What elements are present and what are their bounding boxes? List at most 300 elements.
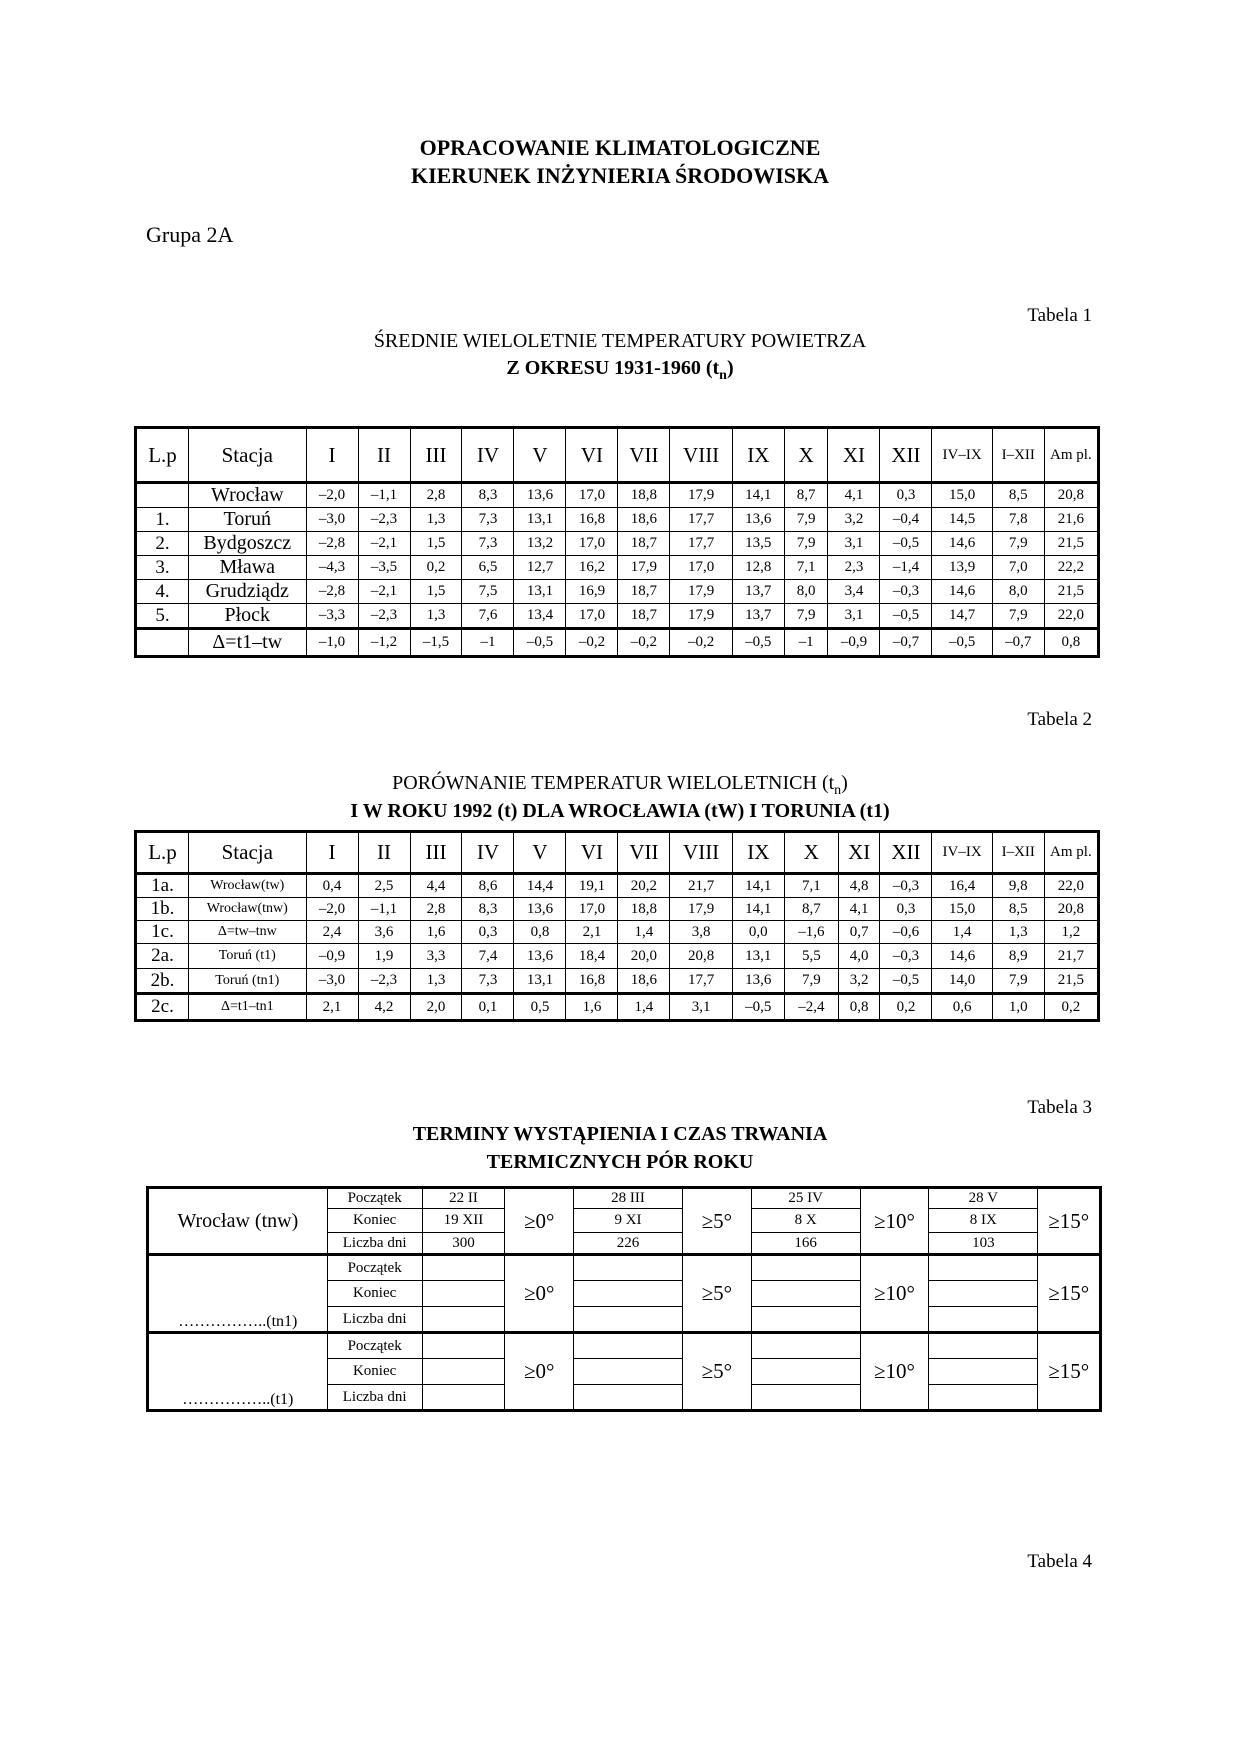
row-number: 2. xyxy=(136,532,189,556)
threshold-cell: ≥15° xyxy=(1038,1333,1101,1411)
value-cell: 17,7 xyxy=(670,532,732,556)
value-cell: 3,4 xyxy=(828,580,880,604)
value-cell: 8,7 xyxy=(784,483,828,508)
value-cell: 7,3 xyxy=(462,508,514,532)
value-cell: –3,5 xyxy=(358,556,410,580)
row-number: 4. xyxy=(136,580,189,604)
value-cell: 0,3 xyxy=(462,921,514,944)
value-cell xyxy=(929,1255,1038,1281)
value-cell: 8,5 xyxy=(992,898,1044,921)
value-cell: 0,4 xyxy=(306,874,358,898)
header-cell: I xyxy=(306,428,358,483)
row-number: 1c. xyxy=(136,921,189,944)
value-cell: 1,2 xyxy=(1044,921,1098,944)
value-cell: 13,6 xyxy=(514,483,566,508)
value-cell: 20,2 xyxy=(618,874,670,898)
value-cell: –2,4 xyxy=(784,994,838,1021)
value-cell: –0,4 xyxy=(880,508,932,532)
value-cell: 21,5 xyxy=(1044,969,1098,994)
value-cell: –2,8 xyxy=(306,580,358,604)
value-cell: 103 xyxy=(929,1233,1038,1255)
value-cell: –0,5 xyxy=(880,969,932,994)
header-cell: Stacja xyxy=(189,832,307,874)
value-cell: 7,6 xyxy=(462,604,514,629)
value-cell: 13,1 xyxy=(732,944,784,969)
value-cell: 3,1 xyxy=(828,604,880,629)
row-label: Liczba dni xyxy=(327,1233,422,1255)
value-cell: 19 XII xyxy=(422,1209,505,1233)
row-number: 2c. xyxy=(136,994,189,1021)
table4-label: Tabela 4 xyxy=(1027,1551,1092,1572)
value-cell: 8 IX xyxy=(929,1209,1038,1233)
value-cell: 1,4 xyxy=(932,921,992,944)
value-cell: –1,1 xyxy=(358,898,410,921)
value-cell: 17,9 xyxy=(670,604,732,629)
value-cell: –1,2 xyxy=(358,629,410,657)
value-cell: 18,6 xyxy=(618,969,670,994)
station-name: Δ=t1–tw xyxy=(189,629,307,657)
value-cell: 8,5 xyxy=(992,483,1044,508)
value-cell: 13,7 xyxy=(732,580,784,604)
table1-title-line2: Z OKRESU 1931-1960 $(t_n)$ xyxy=(506,357,734,383)
value-cell: 14,0 xyxy=(932,969,992,994)
value-cell: 0,2 xyxy=(1044,994,1098,1021)
value-cell: –2,3 xyxy=(358,969,410,994)
value-cell: 8,9 xyxy=(992,944,1044,969)
value-cell xyxy=(422,1359,505,1385)
header-cell: IV–IX xyxy=(932,832,992,874)
value-cell: –2,0 xyxy=(306,898,358,921)
value-cell: 6,5 xyxy=(462,556,514,580)
value-cell: 16,8 xyxy=(566,508,618,532)
value-cell: 0,3 xyxy=(880,898,932,921)
value-cell: –2,3 xyxy=(358,604,410,629)
value-cell xyxy=(422,1255,505,1281)
value-cell: 18,7 xyxy=(618,532,670,556)
value-cell: 0,8 xyxy=(838,994,880,1021)
value-cell: 13,6 xyxy=(732,508,784,532)
header-cell: IX xyxy=(732,832,784,874)
value-cell: 22,0 xyxy=(1044,604,1098,629)
value-cell: 0,1 xyxy=(462,994,514,1021)
table2-title-line1: PORÓWNANIE TEMPERATUR WIELOLETNICH $(t_n)$ xyxy=(392,772,848,798)
header-cell: I xyxy=(306,832,358,874)
value-cell xyxy=(574,1333,683,1359)
header-cell: IV xyxy=(462,428,514,483)
value-cell: 17,0 xyxy=(566,898,618,921)
station-name: ……………..(t1) xyxy=(148,1333,328,1411)
header-cell: V xyxy=(514,832,566,874)
value-cell: 4,2 xyxy=(358,994,410,1021)
row-number: 2b. xyxy=(136,969,189,994)
header-cell: VIII xyxy=(670,428,732,483)
value-cell: 2,3 xyxy=(828,556,880,580)
value-cell: 7,1 xyxy=(784,556,828,580)
table-row xyxy=(136,629,1099,657)
value-cell: –0,5 xyxy=(732,629,784,657)
header-cell: X xyxy=(784,832,838,874)
value-cell: –3,3 xyxy=(306,604,358,629)
value-cell: 13,4 xyxy=(514,604,566,629)
value-cell: 7,9 xyxy=(784,532,828,556)
header-cell: XII xyxy=(880,428,932,483)
value-cell: 4,1 xyxy=(828,483,880,508)
table-row xyxy=(136,532,1099,556)
value-cell: –1 xyxy=(462,629,514,657)
header-cell: II xyxy=(358,832,410,874)
table-row xyxy=(136,604,1099,629)
value-cell: 15,0 xyxy=(932,898,992,921)
table3 xyxy=(146,1186,1102,1412)
value-cell: 8,6 xyxy=(462,874,514,898)
table1-title-line1: ŚREDNIE WIELOLETNIE TEMPERATURY POWIETRZA xyxy=(373,330,867,352)
value-cell: 2,8 xyxy=(410,898,462,921)
value-cell xyxy=(574,1359,683,1385)
value-cell xyxy=(929,1281,1038,1307)
row-number xyxy=(136,483,189,508)
header-cell: I–XII xyxy=(992,832,1044,874)
group-label: Grupa 2A xyxy=(146,222,234,247)
value-cell xyxy=(751,1255,860,1281)
station-name: Wrocław(tnw) xyxy=(189,898,307,921)
threshold-cell: ≥5° xyxy=(683,1188,752,1255)
table1-header-row xyxy=(136,428,1099,483)
value-cell: –0,5 xyxy=(514,629,566,657)
value-cell: 0,0 xyxy=(732,921,784,944)
row-number: 1b. xyxy=(136,898,189,921)
value-cell: 17,0 xyxy=(566,604,618,629)
row-number xyxy=(136,629,189,657)
value-cell: –2,0 xyxy=(306,483,358,508)
value-cell xyxy=(574,1307,683,1333)
value-cell: 7,1 xyxy=(784,874,838,898)
value-cell: 13,5 xyxy=(732,532,784,556)
value-cell: –0,3 xyxy=(880,874,932,898)
header-cell: XI xyxy=(828,428,880,483)
value-cell: 7,0 xyxy=(992,556,1044,580)
station-name: Δ=t1–tn1 xyxy=(189,994,307,1021)
value-cell: 13,9 xyxy=(932,556,992,580)
header-cell: III xyxy=(410,832,462,874)
value-cell: 2,1 xyxy=(306,994,358,1021)
table-row xyxy=(148,1255,1101,1281)
value-cell: 13,6 xyxy=(732,969,784,994)
header-cell: X xyxy=(784,428,828,483)
value-cell: 18,8 xyxy=(618,483,670,508)
value-cell xyxy=(751,1307,860,1333)
header-cell: VI xyxy=(566,832,618,874)
row-label: Początek xyxy=(327,1333,422,1359)
value-cell: 17,0 xyxy=(566,483,618,508)
value-cell: 14,6 xyxy=(932,944,992,969)
value-cell: –1,0 xyxy=(306,629,358,657)
value-cell xyxy=(574,1385,683,1411)
value-cell: 3,3 xyxy=(410,944,462,969)
value-cell: –0,2 xyxy=(618,629,670,657)
value-cell: 18,6 xyxy=(618,508,670,532)
value-cell: 16,9 xyxy=(566,580,618,604)
header-cell: Stacja xyxy=(189,428,307,483)
threshold-cell: ≥0° xyxy=(505,1255,574,1333)
value-cell: 2,0 xyxy=(410,994,462,1021)
value-cell: –2,8 xyxy=(306,532,358,556)
value-cell: 4,1 xyxy=(838,898,880,921)
value-cell: 1,5 xyxy=(410,580,462,604)
value-cell: 1,6 xyxy=(410,921,462,944)
value-cell: 8,3 xyxy=(462,898,514,921)
value-cell: 1,4 xyxy=(618,994,670,1021)
value-cell: 0,7 xyxy=(838,921,880,944)
value-cell: 0,3 xyxy=(880,483,932,508)
value-cell: 20,8 xyxy=(670,944,732,969)
value-cell xyxy=(929,1307,1038,1333)
value-cell: –0,7 xyxy=(880,629,932,657)
row-number: 1a. xyxy=(136,874,189,898)
table2-label: Tabela 2 xyxy=(1027,709,1092,730)
value-cell: 14,6 xyxy=(932,532,992,556)
value-cell xyxy=(422,1281,505,1307)
value-cell xyxy=(929,1359,1038,1385)
value-cell: 8,0 xyxy=(784,580,828,604)
header-cell: XII xyxy=(880,832,932,874)
header-cell: L.p xyxy=(136,428,189,483)
value-cell xyxy=(422,1307,505,1333)
header-cell: III xyxy=(410,428,462,483)
row-label: Początek xyxy=(327,1188,422,1209)
table1 xyxy=(134,426,1100,658)
value-cell: –1,6 xyxy=(784,921,838,944)
value-cell: 1,6 xyxy=(566,994,618,1021)
station-name: ……………..(tn1) xyxy=(148,1255,328,1333)
value-cell: 300 xyxy=(422,1233,505,1255)
value-cell: 21,7 xyxy=(670,874,732,898)
value-cell xyxy=(751,1333,860,1359)
value-cell: 1,0 xyxy=(992,994,1044,1021)
value-cell: 28 V xyxy=(929,1188,1038,1209)
header-cell: Am pl. xyxy=(1044,832,1098,874)
value-cell: 14,5 xyxy=(932,508,992,532)
station-name: Δ=tw–tnw xyxy=(189,921,307,944)
table-row xyxy=(136,556,1099,580)
document-title-line2: KIERUNEK INŻYNIERIA ŚRODOWISKA xyxy=(410,163,830,188)
value-cell: 2,1 xyxy=(566,921,618,944)
threshold-cell: ≥10° xyxy=(860,1188,929,1255)
row-label: Koniec xyxy=(327,1209,422,1233)
value-cell: –0,5 xyxy=(880,532,932,556)
value-cell: –1,4 xyxy=(880,556,932,580)
table-row xyxy=(136,921,1099,944)
row-label: Koniec xyxy=(327,1281,422,1307)
value-cell: 2,4 xyxy=(306,921,358,944)
value-cell: 1,4 xyxy=(618,921,670,944)
station-name: Bydgoszcz xyxy=(189,532,307,556)
value-cell: 28 III xyxy=(574,1188,683,1209)
value-cell: –1 xyxy=(784,629,828,657)
value-cell: 18,8 xyxy=(618,898,670,921)
value-cell: 13,1 xyxy=(514,508,566,532)
table2-header-row xyxy=(136,832,1099,874)
value-cell: 8,3 xyxy=(462,483,514,508)
value-cell: 7,3 xyxy=(462,969,514,994)
value-cell: 18,4 xyxy=(566,944,618,969)
value-cell: 12,8 xyxy=(732,556,784,580)
value-cell: 12,7 xyxy=(514,556,566,580)
document-title-line1: OPRACOWANIE KLIMATOLOGICZNE xyxy=(419,135,821,160)
value-cell: –0,9 xyxy=(306,944,358,969)
value-cell: –1,1 xyxy=(358,483,410,508)
value-cell xyxy=(929,1333,1038,1359)
row-number: 1. xyxy=(136,508,189,532)
header-cell: I–XII xyxy=(992,428,1044,483)
value-cell: –0,7 xyxy=(992,629,1044,657)
value-cell: 9 XI xyxy=(574,1209,683,1233)
table3-title-line2: TERMICZNYCH PÓR ROKU xyxy=(486,1151,754,1173)
threshold-cell: ≥0° xyxy=(505,1188,574,1255)
value-cell: 3,1 xyxy=(670,994,732,1021)
value-cell: 3,6 xyxy=(358,921,410,944)
table-row xyxy=(136,483,1099,508)
threshold-cell: ≥15° xyxy=(1038,1255,1101,1333)
value-cell: 16,4 xyxy=(932,874,992,898)
row-number: 5. xyxy=(136,604,189,629)
table3-title-line1: TERMINY WYSTĄPIENIA I CZAS TRWANIA xyxy=(412,1123,828,1145)
value-cell: 17,9 xyxy=(618,556,670,580)
value-cell: 0,2 xyxy=(880,994,932,1021)
value-cell: 2,8 xyxy=(410,483,462,508)
table-row xyxy=(148,1333,1101,1359)
value-cell: –2,3 xyxy=(358,508,410,532)
header-cell: XI xyxy=(838,832,880,874)
station-name: Wrocław xyxy=(189,483,307,508)
value-cell: 1,5 xyxy=(410,532,462,556)
value-cell: –4,3 xyxy=(306,556,358,580)
value-cell: –3,0 xyxy=(306,508,358,532)
threshold-cell: ≥0° xyxy=(505,1333,574,1411)
value-cell xyxy=(751,1281,860,1307)
value-cell: 7,9 xyxy=(784,508,828,532)
value-cell: –0,5 xyxy=(932,629,992,657)
value-cell: 18,7 xyxy=(618,580,670,604)
value-cell xyxy=(751,1359,860,1385)
value-cell: 7,9 xyxy=(784,969,838,994)
value-cell: 18,7 xyxy=(618,604,670,629)
table-row xyxy=(136,580,1099,604)
value-cell: 19,1 xyxy=(566,874,618,898)
value-cell: 14,1 xyxy=(732,898,784,921)
value-cell: 4,4 xyxy=(410,874,462,898)
value-cell: 166 xyxy=(751,1233,860,1255)
value-cell: –0,2 xyxy=(670,629,732,657)
value-cell: 17,9 xyxy=(670,898,732,921)
value-cell: 22 II xyxy=(422,1188,505,1209)
value-cell: 20,8 xyxy=(1044,898,1098,921)
value-cell: 22,0 xyxy=(1044,874,1098,898)
header-cell: VI xyxy=(566,428,618,483)
value-cell: 17,9 xyxy=(670,580,732,604)
value-cell: 7,9 xyxy=(992,604,1044,629)
value-cell: 14,6 xyxy=(932,580,992,604)
header-cell: L.p xyxy=(136,832,189,874)
threshold-cell: ≥10° xyxy=(860,1255,929,1333)
value-cell: 1,3 xyxy=(410,508,462,532)
value-cell: –0,6 xyxy=(880,921,932,944)
value-cell: –0,9 xyxy=(828,629,880,657)
value-cell: 8 X xyxy=(751,1209,860,1233)
table-row xyxy=(136,508,1099,532)
value-cell: 3,2 xyxy=(828,508,880,532)
table1-label: Tabela 1 xyxy=(1027,305,1092,326)
header-cell: VII xyxy=(618,428,670,483)
value-cell: 21,7 xyxy=(1044,944,1098,969)
station-name: Toruń (t1) xyxy=(189,944,307,969)
value-cell: 25 IV xyxy=(751,1188,860,1209)
header-cell: Am pl. xyxy=(1044,428,1098,483)
value-cell: 14,4 xyxy=(514,874,566,898)
value-cell: 20,0 xyxy=(618,944,670,969)
value-cell: 1,3 xyxy=(992,921,1044,944)
value-cell: 0,8 xyxy=(1044,629,1098,657)
value-cell: 17,9 xyxy=(670,483,732,508)
value-cell: 13,6 xyxy=(514,898,566,921)
header-cell: II xyxy=(358,428,410,483)
value-cell: –3,0 xyxy=(306,969,358,994)
value-cell: 13,1 xyxy=(514,580,566,604)
value-cell: 17,0 xyxy=(566,532,618,556)
value-cell: 0,2 xyxy=(410,556,462,580)
value-cell: 226 xyxy=(574,1233,683,1255)
value-cell: 7,8 xyxy=(992,508,1044,532)
value-cell: 16,8 xyxy=(566,969,618,994)
table-row xyxy=(136,874,1099,898)
value-cell: 1,9 xyxy=(358,944,410,969)
table-row xyxy=(136,994,1099,1021)
value-cell: 20,8 xyxy=(1044,483,1098,508)
value-cell xyxy=(422,1333,505,1359)
value-cell: 4,0 xyxy=(838,944,880,969)
value-cell: 7,9 xyxy=(784,604,828,629)
value-cell: 0,6 xyxy=(932,994,992,1021)
value-cell: 8,7 xyxy=(784,898,838,921)
header-cell: IV–IX xyxy=(932,428,992,483)
table-row xyxy=(136,944,1099,969)
value-cell: 3,8 xyxy=(670,921,732,944)
value-cell: 0,5 xyxy=(514,994,566,1021)
threshold-cell: ≥15° xyxy=(1038,1188,1101,1255)
value-cell: 15,0 xyxy=(932,483,992,508)
value-cell: 21,6 xyxy=(1044,508,1098,532)
value-cell: 21,5 xyxy=(1044,580,1098,604)
value-cell: 1,3 xyxy=(410,969,462,994)
value-cell: 14,1 xyxy=(732,874,784,898)
table2-title-line2: I W ROKU 1992 (t) DLA WROCŁAWIA (tW) I TORUNIA (t1) xyxy=(350,800,890,822)
value-cell: 3,1 xyxy=(828,532,880,556)
row-label: Koniec xyxy=(327,1359,422,1385)
value-cell xyxy=(751,1385,860,1411)
value-cell: 2,5 xyxy=(358,874,410,898)
station-name: Wrocław (tnw) xyxy=(148,1188,328,1255)
row-label: Liczba dni xyxy=(327,1307,422,1333)
value-cell: –0,5 xyxy=(732,994,784,1021)
station-name: Toruń xyxy=(189,508,307,532)
value-cell: 7,9 xyxy=(992,969,1044,994)
value-cell: –2,1 xyxy=(358,580,410,604)
threshold-cell: ≥10° xyxy=(860,1333,929,1411)
value-cell: 7,4 xyxy=(462,944,514,969)
value-cell: –2,1 xyxy=(358,532,410,556)
table2 xyxy=(134,830,1100,1022)
value-cell xyxy=(929,1385,1038,1411)
table-row xyxy=(136,969,1099,994)
